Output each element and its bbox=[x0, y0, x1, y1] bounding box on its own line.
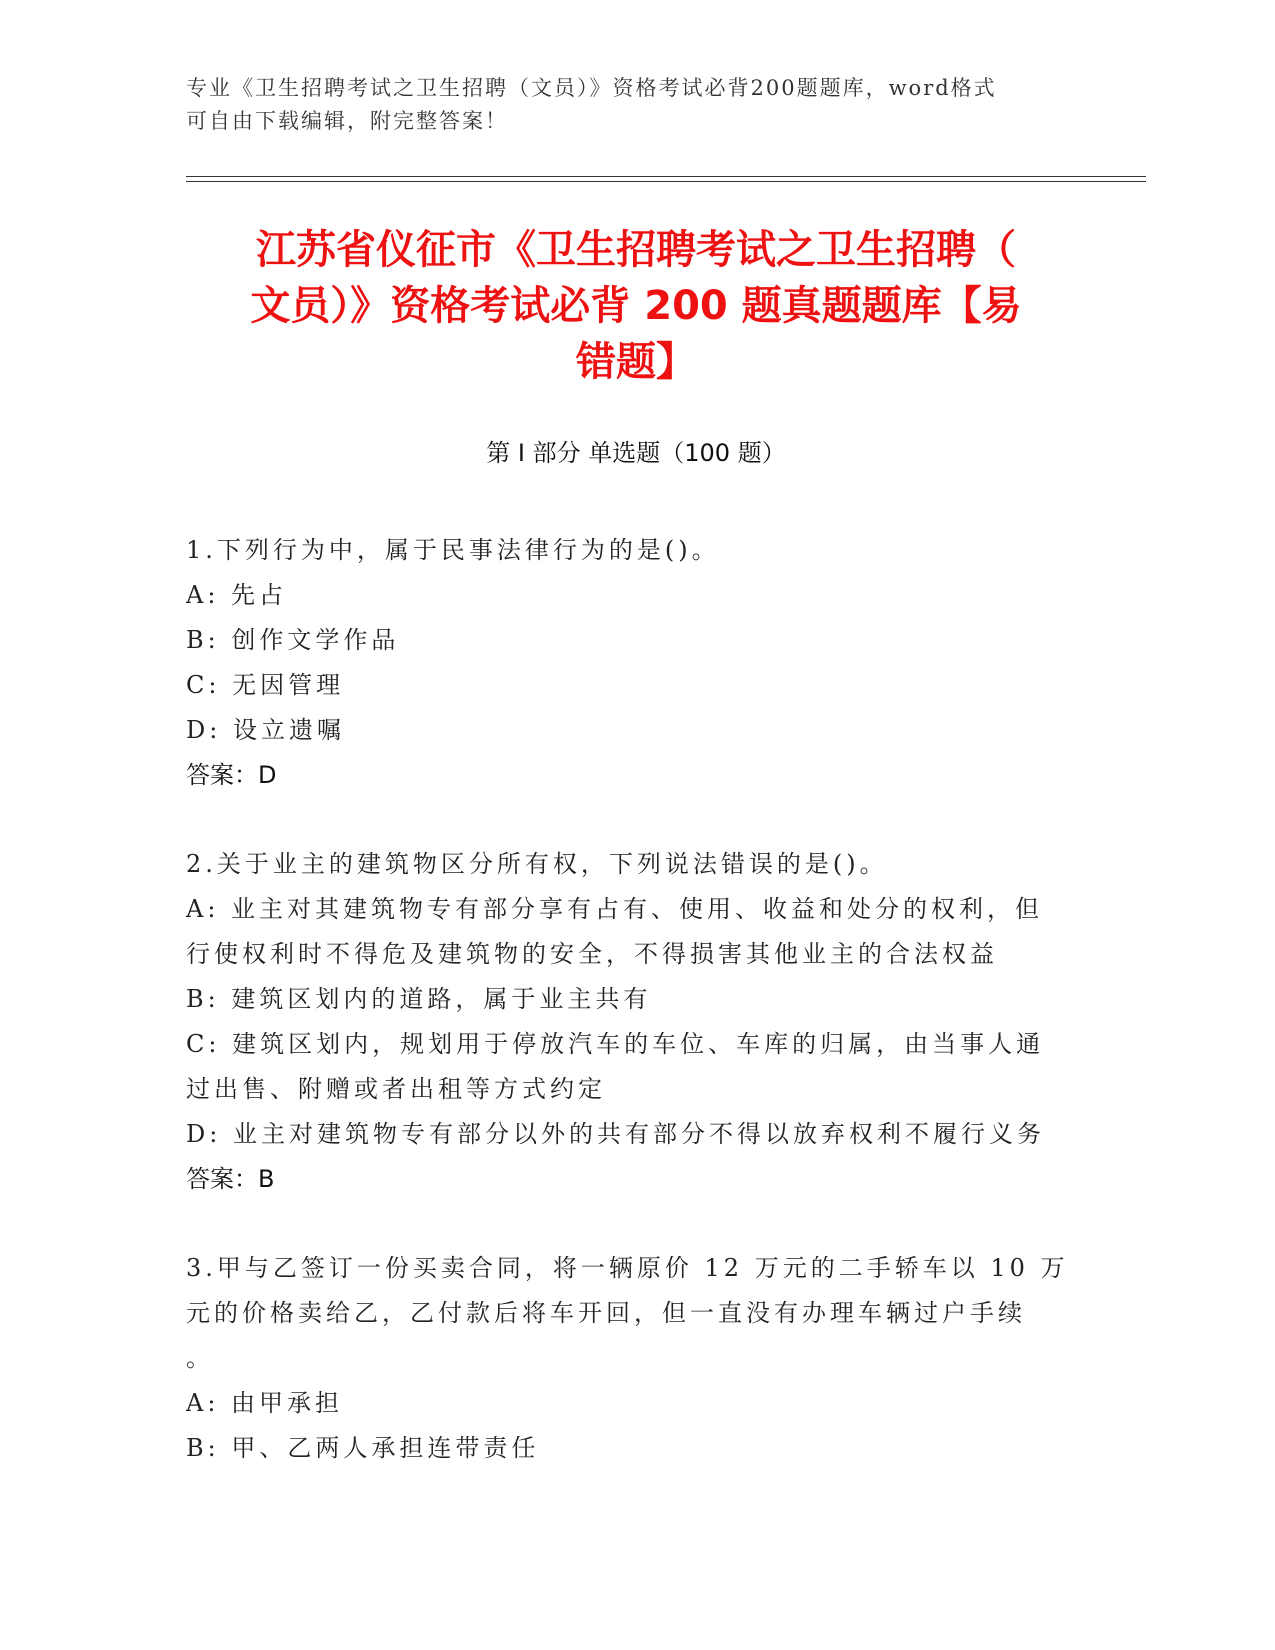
header-note-line-2: 可自由下载编辑，附完整答案！ bbox=[186, 109, 508, 133]
option-d: D: 业主对建筑物专有部分以外的共有部分不得以放弃权利不履行义务 bbox=[186, 1120, 1045, 1148]
document-title-line-3: 错题】 bbox=[576, 339, 696, 385]
question-stem: 3.甲与乙签订一份买卖合同，将一辆原价 12 万元的二手轿车以 10 万 bbox=[186, 1254, 1069, 1282]
header-note-line-1: 专业《卫生招聘考试之卫生招聘（文员）》资格考试必背200题题库，word格式 bbox=[186, 76, 997, 100]
question-3 bbox=[186, 1246, 1069, 1471]
question-stem-continued: 元的价格卖给乙，乙付款后将车开回，但一直没有办理车辆过户手续 bbox=[186, 1299, 1026, 1327]
document-header-note bbox=[186, 72, 1066, 138]
question-stem: 2.关于业主的建筑物区分所有权，下列说法错误的是()。 bbox=[186, 850, 888, 878]
question-2 bbox=[186, 842, 1066, 1202]
option-a: A: 业主对其建筑物专有部分享有占有、使用、收益和处分的权利，但 bbox=[186, 895, 1044, 923]
question-stem-end: 。 bbox=[186, 1344, 214, 1372]
option-a-continued: 行使权利时不得危及建筑物的安全，不得损害其他业主的合法权益 bbox=[186, 940, 998, 968]
question-stem: 1.下列行为中，属于民事法律行为的是()。 bbox=[186, 536, 720, 564]
option-d: D: 设立遗嘱 bbox=[186, 716, 345, 744]
option-c: C: 无因管理 bbox=[186, 671, 345, 699]
section-title: 第 I 部分 单选题（100 题） bbox=[486, 439, 786, 467]
header-divider-bottom bbox=[186, 181, 1146, 182]
question-1 bbox=[186, 528, 1066, 798]
option-c: C: 建筑区划内，规划用于停放汽车的车位、车库的归属，由当事人通 bbox=[186, 1030, 1045, 1058]
question-list bbox=[186, 528, 1069, 1515]
header-divider-top bbox=[186, 176, 1146, 177]
option-c-continued: 过出售、附赠或者出租等方式约定 bbox=[186, 1075, 606, 1103]
answer-label: 答案：B bbox=[186, 1165, 275, 1193]
option-a: A: 先占 bbox=[186, 581, 288, 609]
option-a: A: 由甲承担 bbox=[186, 1389, 344, 1417]
option-b: B: 创作文学作品 bbox=[186, 626, 400, 654]
document-title bbox=[186, 222, 1086, 390]
option-b: B: 建筑区划内的道路，属于业主共有 bbox=[186, 985, 652, 1013]
document-title-line-2: 文员）》资格考试必背 200 题真题题库【易 bbox=[250, 283, 1022, 329]
answer-label: 答案：D bbox=[186, 761, 277, 789]
document-title-line-1: 江苏省仪征市《卫生招聘考试之卫生招聘（ bbox=[256, 227, 1016, 273]
option-b: B: 甲、乙两人承担连带责任 bbox=[186, 1434, 540, 1462]
